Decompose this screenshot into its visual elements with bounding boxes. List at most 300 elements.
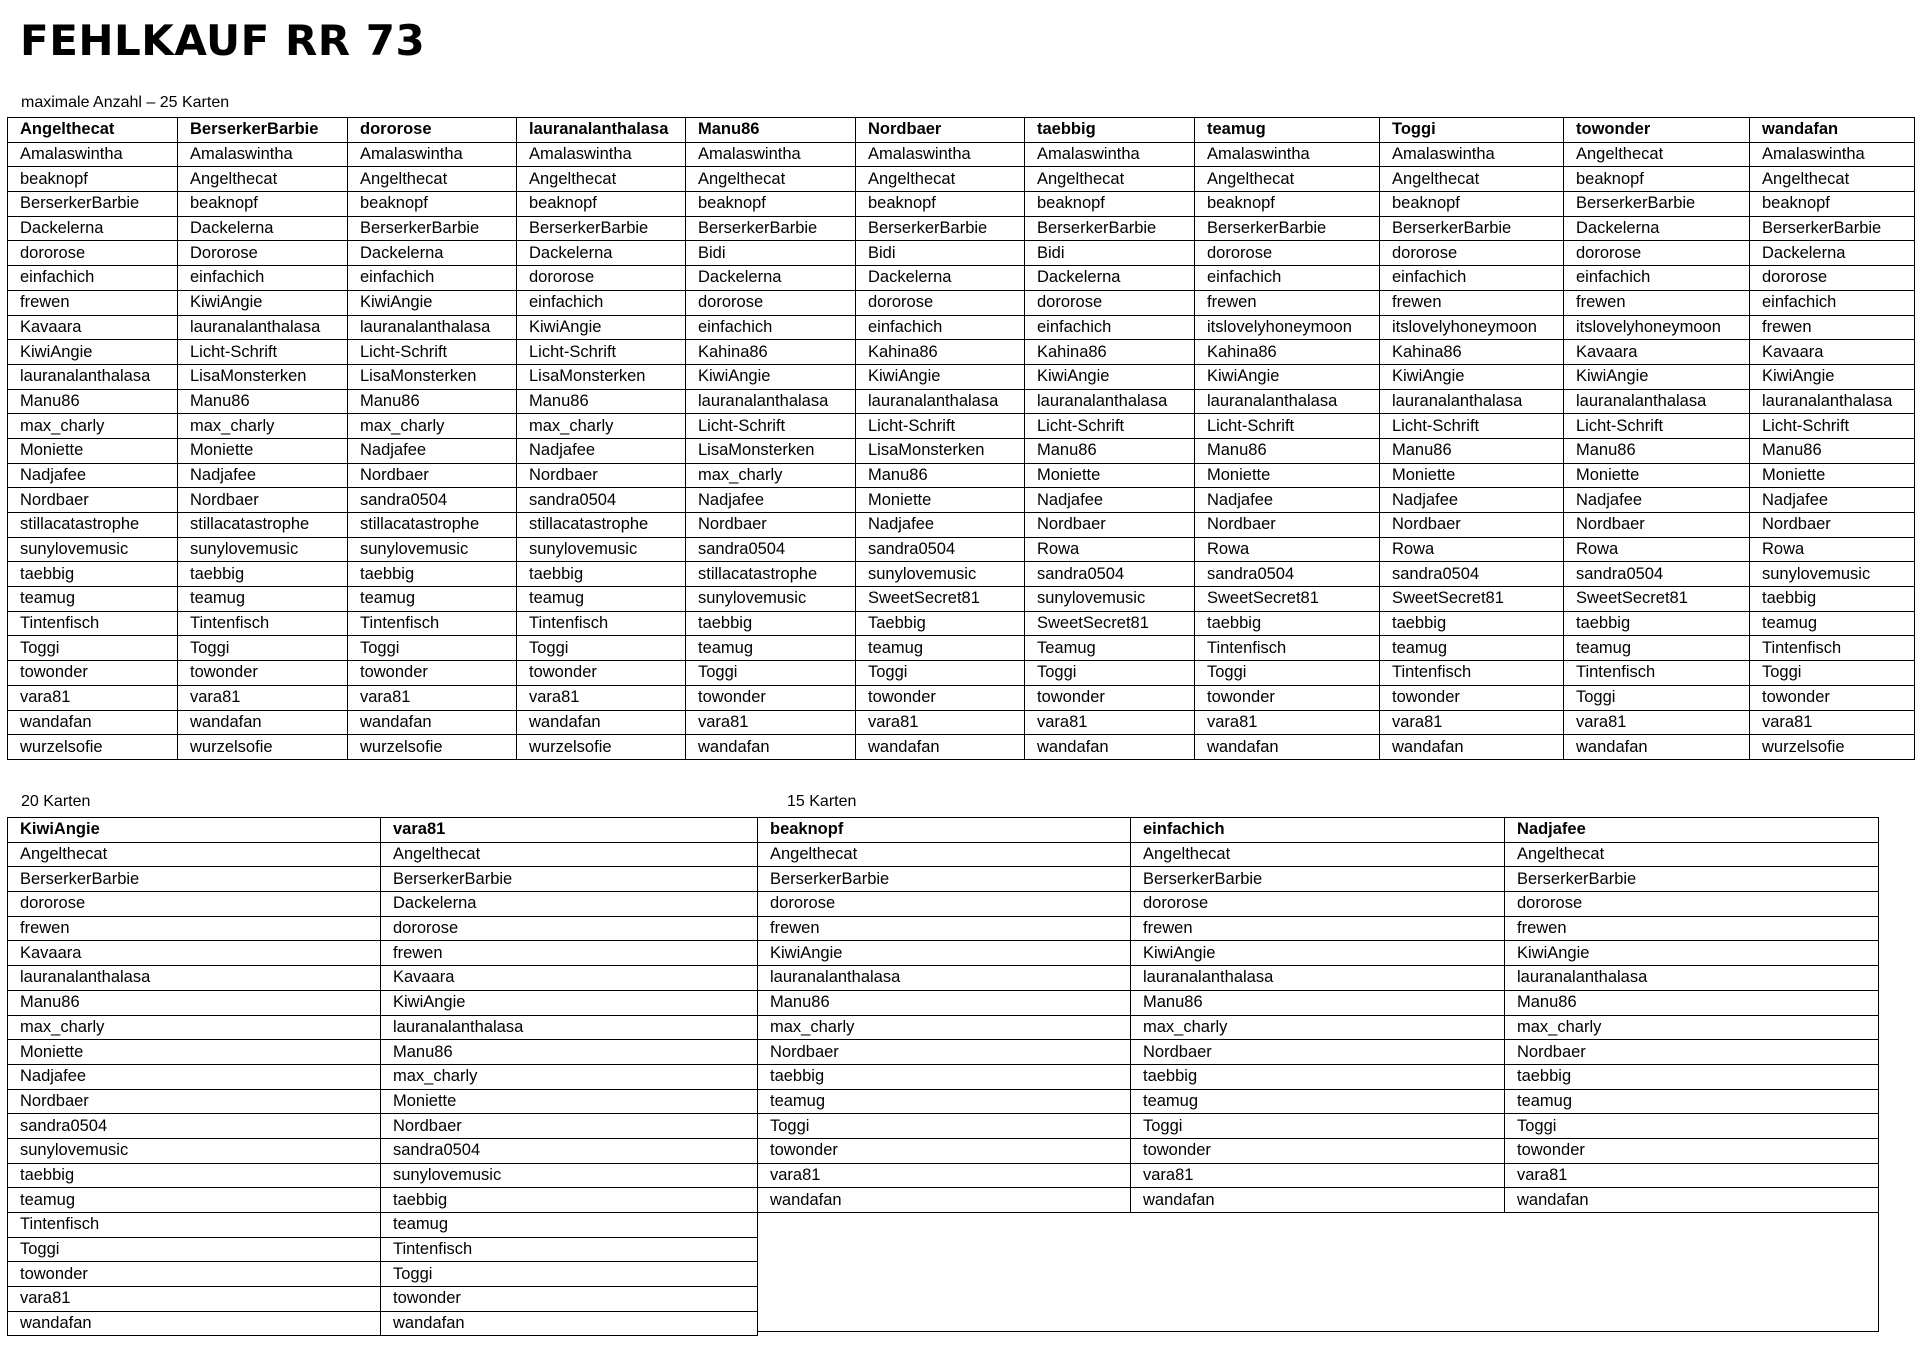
table-cell: dororose	[517, 266, 686, 291]
table-cell: vara81	[1380, 710, 1564, 735]
table-cell: max_charly	[517, 414, 686, 439]
table-cell: Rowa	[1380, 537, 1564, 562]
table-row	[8, 990, 758, 1015]
table-cell: itslovelyhoneymoon	[1380, 315, 1564, 340]
table-cell: Licht-Schrift	[856, 414, 1025, 439]
table-cell: Toggi	[8, 636, 178, 661]
table-cell: towonder	[348, 661, 517, 686]
table-cell: Dackelerna	[856, 266, 1025, 291]
table-row	[8, 266, 1915, 291]
table-cell: Kahina86	[1380, 340, 1564, 365]
table-cell: Bidi	[686, 241, 856, 266]
table-cell: wandafan	[517, 710, 686, 735]
table-cell: Bidi	[1025, 241, 1195, 266]
column-header: wandafan	[1750, 118, 1915, 143]
table-cell: taebbig	[1505, 1064, 1879, 1089]
table-cell: lauranalanthalasa	[8, 364, 178, 389]
table-cell: taebbig	[178, 562, 348, 587]
table-cell: vara81	[856, 710, 1025, 735]
table-cell: Manu86	[1195, 438, 1380, 463]
table-cell: sandra0504	[8, 1114, 381, 1139]
header-row	[8, 118, 1915, 143]
table-row	[8, 587, 1915, 612]
table-cell: Licht-Schrift	[1025, 414, 1195, 439]
table-cell: Dackelerna	[381, 892, 758, 917]
table-cell: Amalaswintha	[8, 142, 178, 167]
table-cell: sunylovemusic	[8, 1138, 381, 1163]
table-cell: towonder	[1380, 685, 1564, 710]
table-row	[8, 1089, 758, 1114]
empty-area	[758, 1213, 1879, 1237]
table-cell: teamug	[758, 1089, 1131, 1114]
table-cell: KiwiAngie	[381, 990, 758, 1015]
table-cell: frewen	[8, 290, 178, 315]
table-cell: Manu86	[1750, 438, 1915, 463]
table-cell: max_charly	[8, 1015, 381, 1040]
table-row	[8, 537, 1915, 562]
table-cell: taebbig	[758, 1064, 1131, 1089]
table-cell: Manu86	[1380, 438, 1564, 463]
table-cell: Nordbaer	[1505, 1040, 1879, 1065]
table-cell: sandra0504	[348, 488, 517, 513]
table-cell: teamug	[178, 587, 348, 612]
table-cell: einfachich	[1380, 266, 1564, 291]
table-cell: SweetSecret81	[1380, 587, 1564, 612]
page-title: FEHLKAUF RR 73	[20, 16, 426, 65]
table-cell: BerserkerBarbie	[517, 216, 686, 241]
table-cell: towonder	[517, 661, 686, 686]
table-cell: Amalaswintha	[1025, 142, 1195, 167]
table-cell: KiwiAngie	[348, 290, 517, 315]
table-cell: taebbig	[517, 562, 686, 587]
table-cell: sunylovemusic	[348, 537, 517, 562]
table-cell: sandra0504	[1195, 562, 1380, 587]
table-cell: teamug	[348, 587, 517, 612]
table-25-karten	[7, 117, 1915, 760]
table-cell: einfachich	[1564, 266, 1750, 291]
table-cell: stillacatastrophe	[8, 513, 178, 538]
table-cell: Licht-Schrift	[517, 340, 686, 365]
table-cell: lauranalanthalasa	[1025, 389, 1195, 414]
table-row	[8, 1040, 758, 1065]
table-cell: Nadjafee	[1195, 488, 1380, 513]
table-cell: max_charly	[758, 1015, 1131, 1040]
table-cell: teamug	[686, 636, 856, 661]
table-cell: Manu86	[1131, 990, 1505, 1015]
table-cell: Toggi	[1131, 1114, 1505, 1139]
empty-area	[758, 1284, 1879, 1308]
table-cell: taebbig	[1131, 1064, 1505, 1089]
table-row	[8, 389, 1915, 414]
table-row	[758, 1064, 1879, 1089]
table-cell: Tintenfisch	[1195, 636, 1380, 661]
table-cell: Toggi	[1505, 1114, 1879, 1139]
table-cell: SweetSecret81	[1564, 587, 1750, 612]
table-cell: frewen	[1750, 315, 1915, 340]
table-row	[8, 685, 1915, 710]
table-cell: dororose	[1025, 290, 1195, 315]
table-cell: Nordbaer	[348, 463, 517, 488]
table-row	[758, 1040, 1879, 1065]
table-cell: beaknopf	[1380, 192, 1564, 217]
header-row	[8, 818, 758, 843]
table-cell: Dororose	[178, 241, 348, 266]
table-cell: lauranalanthalasa	[1505, 966, 1879, 991]
table-cell: lauranalanthalasa	[1195, 389, 1380, 414]
table-cell: dororose	[8, 892, 381, 917]
table-cell: Amalaswintha	[178, 142, 348, 167]
table-cell: Dackelerna	[1025, 266, 1195, 291]
table-cell: Manu86	[381, 1040, 758, 1065]
table-cell: Dackelerna	[686, 266, 856, 291]
table-cell: SweetSecret81	[1195, 587, 1380, 612]
table-cell: vara81	[8, 1287, 381, 1312]
table-cell: dororose	[1564, 241, 1750, 266]
table-cell: taebbig	[8, 562, 178, 587]
table-cell: BerserkerBarbie	[1505, 867, 1879, 892]
table-cell: teamug	[1131, 1089, 1505, 1114]
table-cell: Toggi	[856, 661, 1025, 686]
table-cell: Angelthecat	[1505, 842, 1879, 867]
table-cell: max_charly	[348, 414, 517, 439]
table-cell: sunylovemusic	[856, 562, 1025, 587]
table-cell: Nadjafee	[686, 488, 856, 513]
table-cell: Nordbaer	[1195, 513, 1380, 538]
table-cell: dororose	[758, 892, 1131, 917]
table-cell: Bidi	[856, 241, 1025, 266]
table-cell: Toggi	[758, 1114, 1131, 1139]
table-row	[8, 1262, 758, 1287]
table-row	[8, 842, 758, 867]
table-cell: dororose	[1750, 266, 1915, 291]
table-cell: Dackelerna	[348, 241, 517, 266]
column-header: Nordbaer	[856, 118, 1025, 143]
table-row	[8, 513, 1915, 538]
table-cell: wandafan	[1025, 735, 1195, 760]
table-cell: wandafan	[381, 1311, 758, 1336]
table-cell: Teamug	[1025, 636, 1195, 661]
table-cell: Amalaswintha	[1750, 142, 1915, 167]
table-cell: Toggi	[348, 636, 517, 661]
table-cell: wurzelsofie	[178, 735, 348, 760]
table-cell: Licht-Schrift	[1380, 414, 1564, 439]
table-cell: Licht-Schrift	[1750, 414, 1915, 439]
table-cell: sandra0504	[1564, 562, 1750, 587]
table-cell: Amalaswintha	[1380, 142, 1564, 167]
table-cell: Dackelerna	[178, 216, 348, 241]
table-cell: dororose	[381, 916, 758, 941]
table-cell: Nadjafee	[1564, 488, 1750, 513]
table-cell: sandra0504	[686, 537, 856, 562]
table-cell: stillacatastrophe	[348, 513, 517, 538]
table-cell: Nadjafee	[1380, 488, 1564, 513]
table-row	[8, 735, 1915, 760]
table-cell: einfachich	[517, 290, 686, 315]
table-cell: vara81	[1564, 710, 1750, 735]
table-cell: BerserkerBarbie	[1131, 867, 1505, 892]
column-header: KiwiAngie	[8, 818, 381, 843]
table-cell: LisaMonsterken	[348, 364, 517, 389]
table-cell: Amalaswintha	[686, 142, 856, 167]
table-cell: taebbig	[1380, 611, 1564, 636]
table-cell: vara81	[8, 685, 178, 710]
table-row	[8, 1287, 758, 1312]
table-cell: wandafan	[758, 1188, 1131, 1213]
column-header: BerserkerBarbie	[178, 118, 348, 143]
table-cell: Angelthecat	[856, 167, 1025, 192]
table-cell: vara81	[1195, 710, 1380, 735]
table-cell: Nordbaer	[1025, 513, 1195, 538]
table-cell: beaknopf	[1195, 192, 1380, 217]
table-cell: Tintenfisch	[8, 1213, 381, 1238]
table-cell: sunylovemusic	[381, 1163, 758, 1188]
table-cell: KiwiAngie	[1564, 364, 1750, 389]
table-cell: wandafan	[348, 710, 517, 735]
table-cell: Tintenfisch	[8, 611, 178, 636]
table-row	[8, 167, 1915, 192]
table-row	[8, 1064, 758, 1089]
table-cell: Kavaara	[381, 966, 758, 991]
table-row	[8, 192, 1915, 217]
table-cell: KiwiAngie	[178, 290, 348, 315]
table-cell: Kavaara	[1564, 340, 1750, 365]
table-row	[8, 562, 1915, 587]
table-cell: towonder	[1131, 1138, 1505, 1163]
column-header: taebbig	[1025, 118, 1195, 143]
table-cell: Nordbaer	[1564, 513, 1750, 538]
table-cell: Tintenfisch	[381, 1237, 758, 1262]
table-cell: Taebbig	[856, 611, 1025, 636]
table-cell: beaknopf	[8, 167, 178, 192]
table-cell: dororose	[1505, 892, 1879, 917]
table-cell: lauranalanthalasa	[1564, 389, 1750, 414]
table-cell: einfachich	[8, 266, 178, 291]
table-cell: LisaMonsterken	[856, 438, 1025, 463]
table-cell: Dackelerna	[8, 216, 178, 241]
table-cell: frewen	[8, 916, 381, 941]
table-cell: SweetSecret81	[856, 587, 1025, 612]
table-cell: Nadjafee	[856, 513, 1025, 538]
table-row	[758, 1260, 1879, 1284]
table-cell: lauranalanthalasa	[178, 315, 348, 340]
table-cell: Nordbaer	[1750, 513, 1915, 538]
table-cell: teamug	[1750, 611, 1915, 636]
table-cell: Moniette	[1380, 463, 1564, 488]
table-row	[758, 1163, 1879, 1188]
table-cell: Licht-Schrift	[178, 340, 348, 365]
table-cell: Tintenfisch	[1380, 661, 1564, 686]
table-row	[8, 142, 1915, 167]
table-cell: Rowa	[1025, 537, 1195, 562]
table-cell: wandafan	[178, 710, 348, 735]
table-cell: Licht-Schrift	[1564, 414, 1750, 439]
table-cell: beaknopf	[1025, 192, 1195, 217]
table-row	[8, 488, 1915, 513]
table-cell: KiwiAngie	[1195, 364, 1380, 389]
table-cell: lauranalanthalasa	[8, 966, 381, 991]
table-cell: max_charly	[178, 414, 348, 439]
table-cell: Manu86	[8, 389, 178, 414]
table-cell: Kavaara	[1750, 340, 1915, 365]
table-cell: teamug	[517, 587, 686, 612]
table-cell: Manu86	[1564, 438, 1750, 463]
table-cell: Angelthecat	[758, 842, 1131, 867]
table-cell: LisaMonsterken	[686, 438, 856, 463]
table-cell: Nordbaer	[381, 1114, 758, 1139]
table-cell: Nordbaer	[178, 488, 348, 513]
table-cell: lauranalanthalasa	[348, 315, 517, 340]
table-row	[758, 867, 1879, 892]
table-15-karten	[757, 817, 1879, 1332]
table-cell: sunylovemusic	[178, 537, 348, 562]
table-row	[758, 966, 1879, 991]
table-cell: sunylovemusic	[517, 537, 686, 562]
table-row	[8, 438, 1915, 463]
table-cell: Licht-Schrift	[686, 414, 856, 439]
table-cell: stillacatastrophe	[178, 513, 348, 538]
empty-area	[758, 1308, 1879, 1332]
table-cell: lauranalanthalasa	[856, 389, 1025, 414]
column-header: Manu86	[686, 118, 856, 143]
table-cell: Moniette	[1195, 463, 1380, 488]
table-cell: vara81	[1750, 710, 1915, 735]
table-cell: einfachich	[348, 266, 517, 291]
table-cell: taebbig	[8, 1163, 381, 1188]
column-header: vara81	[381, 818, 758, 843]
table-cell: itslovelyhoneymoon	[1564, 315, 1750, 340]
table-cell: max_charly	[686, 463, 856, 488]
table-cell: Manu86	[348, 389, 517, 414]
table-cell: teamug	[1564, 636, 1750, 661]
table-cell: KiwiAngie	[1505, 941, 1879, 966]
table-cell: KiwiAngie	[856, 364, 1025, 389]
table-cell: Toggi	[178, 636, 348, 661]
table-cell: BerserkerBarbie	[686, 216, 856, 241]
table-cell: Toggi	[1750, 661, 1915, 686]
table-cell: lauranalanthalasa	[1750, 389, 1915, 414]
table-cell: Kahina86	[686, 340, 856, 365]
table-cell: dororose	[1131, 892, 1505, 917]
table-cell: sunylovemusic	[686, 587, 856, 612]
table-cell: towonder	[1750, 685, 1915, 710]
table-cell: Nadjafee	[348, 438, 517, 463]
table-row	[8, 290, 1915, 315]
table-row	[8, 916, 758, 941]
table-cell: wandafan	[1564, 735, 1750, 760]
table-row	[8, 966, 758, 991]
table-cell: max_charly	[8, 414, 178, 439]
table-cell: einfachich	[1025, 315, 1195, 340]
table-cell: einfachich	[1195, 266, 1380, 291]
table-cell: Angelthecat	[1380, 167, 1564, 192]
table-cell: wandafan	[1505, 1188, 1879, 1213]
table-cell: taebbig	[1750, 587, 1915, 612]
table-row	[758, 990, 1879, 1015]
table-cell: einfachich	[178, 266, 348, 291]
table-cell: Rowa	[1750, 537, 1915, 562]
table-row	[8, 941, 758, 966]
table-cell: KiwiAngie	[517, 315, 686, 340]
header-row	[758, 818, 1879, 843]
table-cell: itslovelyhoneymoon	[1195, 315, 1380, 340]
table-cell: sandra0504	[517, 488, 686, 513]
table-cell: Toggi	[686, 661, 856, 686]
table-cell: towonder	[178, 661, 348, 686]
table-row	[758, 842, 1879, 867]
empty-area	[758, 1260, 1879, 1284]
table-cell: vara81	[686, 710, 856, 735]
table-cell: Tintenfisch	[517, 611, 686, 636]
table-cell: frewen	[1505, 916, 1879, 941]
table-cell: Dackelerna	[1750, 241, 1915, 266]
table-row	[758, 1138, 1879, 1163]
table-cell: stillacatastrophe	[517, 513, 686, 538]
table-cell: Nordbaer	[1380, 513, 1564, 538]
table-row	[758, 1114, 1879, 1139]
table-cell: Nadjafee	[1025, 488, 1195, 513]
table-cell: teamug	[8, 1188, 381, 1213]
table-cell: Nordbaer	[758, 1040, 1131, 1065]
table-row	[758, 1284, 1879, 1308]
table-row	[758, 892, 1879, 917]
table-row	[758, 916, 1879, 941]
column-header: Toggi	[1380, 118, 1564, 143]
table-cell: BerserkerBarbie	[8, 192, 178, 217]
table-cell: Nordbaer	[1131, 1040, 1505, 1065]
table-cell: Nordbaer	[8, 1089, 381, 1114]
table-cell: beaknopf	[178, 192, 348, 217]
table-cell: lauranalanthalasa	[686, 389, 856, 414]
table-cell: Nordbaer	[8, 488, 178, 513]
table-cell: teamug	[856, 636, 1025, 661]
table-cell: Tintenfisch	[1564, 661, 1750, 686]
table-row	[8, 611, 1915, 636]
table-cell: Angelthecat	[1564, 142, 1750, 167]
table-cell: taebbig	[1195, 611, 1380, 636]
table-cell: vara81	[348, 685, 517, 710]
table-cell: KiwiAngie	[686, 364, 856, 389]
table-cell: einfachich	[1750, 290, 1915, 315]
table-cell: sandra0504	[856, 537, 1025, 562]
table-row	[8, 1138, 758, 1163]
column-header: dororose	[348, 118, 517, 143]
table-cell: taebbig	[686, 611, 856, 636]
table-cell: beaknopf	[1750, 192, 1915, 217]
table-cell: Nadjafee	[1750, 488, 1915, 513]
table-cell: Toggi	[1195, 661, 1380, 686]
table-row	[758, 1188, 1879, 1213]
table-cell: Nadjafee	[178, 463, 348, 488]
column-header: Nadjafee	[1505, 818, 1879, 843]
table-cell: Angelthecat	[178, 167, 348, 192]
table-cell: Toggi	[1025, 661, 1195, 686]
table-cell: BerserkerBarbie	[381, 867, 758, 892]
table-cell: Moniette	[8, 1040, 381, 1065]
table-cell: Amalaswintha	[517, 142, 686, 167]
table-cell: wandafan	[686, 735, 856, 760]
table-cell: dororose	[1380, 241, 1564, 266]
table-cell: Moniette	[178, 438, 348, 463]
table-cell: Toggi	[1564, 685, 1750, 710]
table-cell: BerserkerBarbie	[1750, 216, 1915, 241]
table-cell: towonder	[8, 1262, 381, 1287]
table-cell: Manu86	[517, 389, 686, 414]
table-cell: beaknopf	[686, 192, 856, 217]
table-cell: wurzelsofie	[1750, 735, 1915, 760]
table-cell: beaknopf	[348, 192, 517, 217]
table-row	[758, 1237, 1879, 1261]
table-cell: towonder	[8, 661, 178, 686]
